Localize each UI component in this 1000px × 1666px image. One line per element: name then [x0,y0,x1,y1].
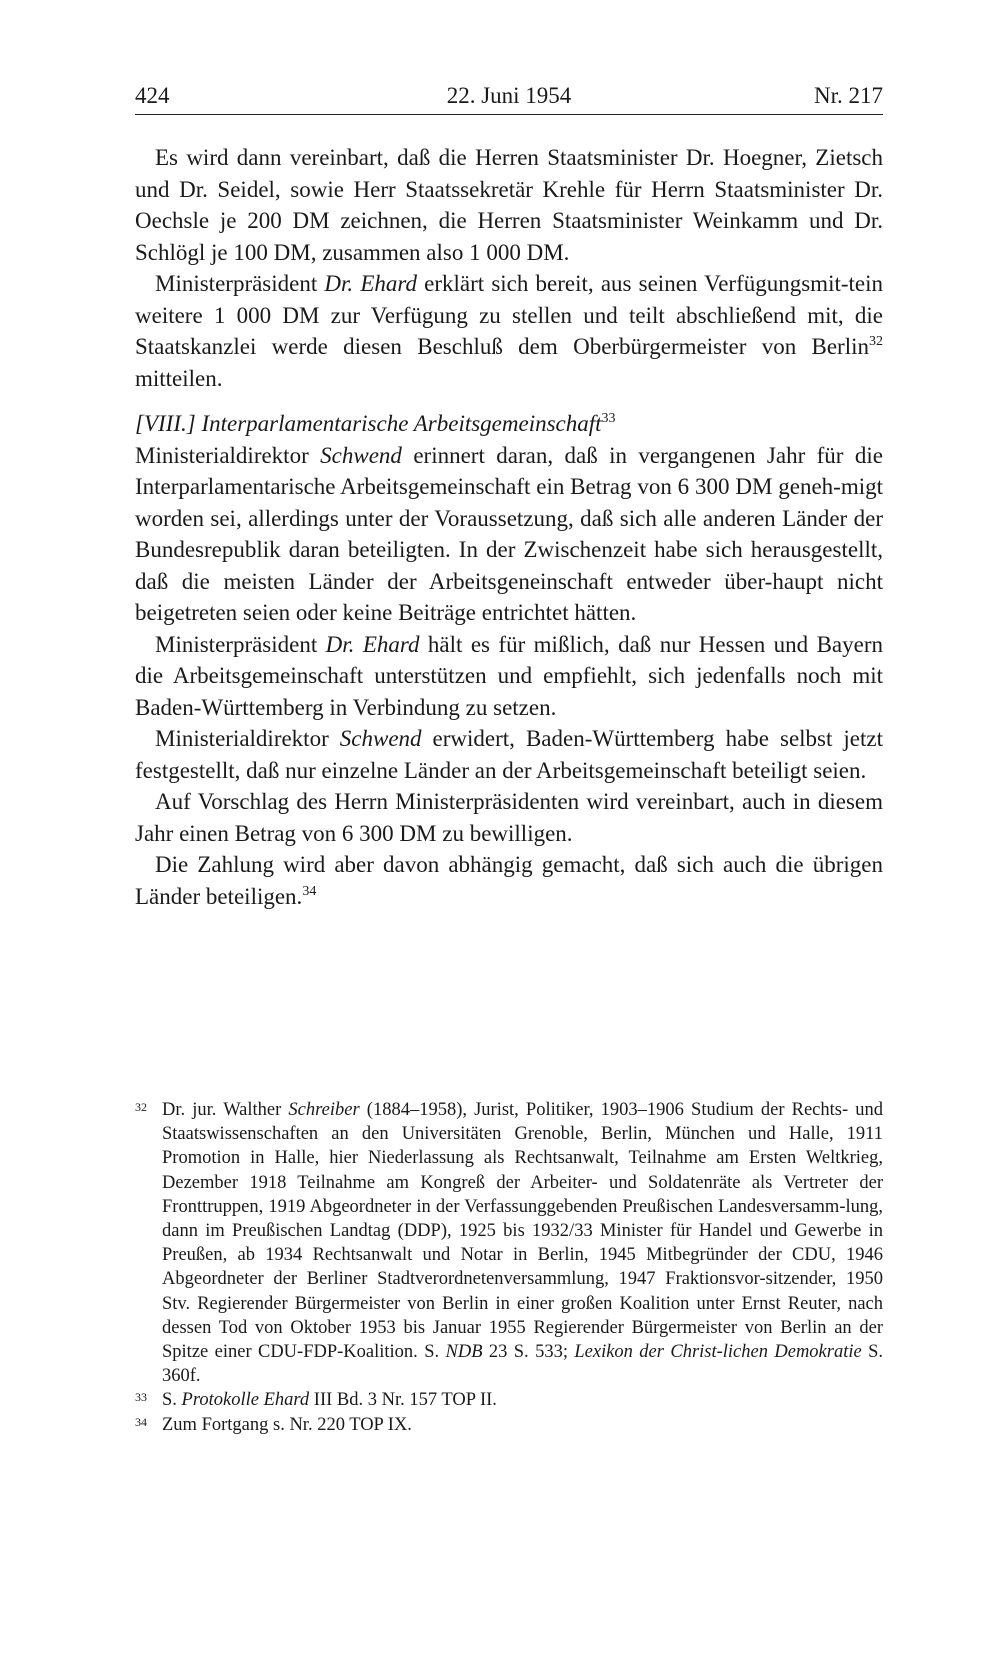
person-name: Dr. Ehard [325,631,420,657]
section-number: [VIII.] [135,411,196,436]
reference-title: Protokolle Ehard [181,1390,310,1411]
paragraph-6: Auf Vorschlag des Herrn Ministerpräsidenten wird vereinbart, auch in diesem Jahr einen Betrag von 6 300 DM zu bewilligen. [135,789,883,846]
main-text [135,142,883,912]
footnote-number: 34 [135,1414,147,1429]
reference-title: Lexikon der Christ-lichen Demokratie [574,1342,862,1363]
paragraph-7: Die Zahlung wird aber davon abhängig gemacht, daß sich auch die übrigen Länder beteiligen.$^{34}$ [135,852,883,909]
page-number: 424 [135,83,170,108]
person-name: Schwend [339,726,422,751]
footnote-number: 33 [135,1390,147,1405]
person-name: Schwend [320,442,402,468]
paragraph-5: Ministerialdirektor Schwend erwidert, Baden-Württemberg habe selbst jetzt festgestellt, daß nur einzelne Länder an der Arbeitsgemeinschaft beteiligt seien. [135,726,883,783]
footnotes [135,1098,883,1437]
footnote-ref-32[interactable]: 32 [869,334,883,349]
footnote-ref-33[interactable]: 33 [601,411,616,426]
paragraph-3: Ministerialdirektor Schwend erinnert daran, daß in vergangenen Jahr für die Interparlamentarische Arbeitsgemeinschaft ein Betrag von 6 300 DM geneh-migt worden sei, allerdings unter der Voraussetzung, daß sich alle anderen Länder der Bundesrepublik daran beteiligten. In der Zwischenzeit habe sich herausgestellt, daß die meisten Länder der Arbeitsgeneinschaft entweder über-haupt nicht beigetreten seien oder keine Beiträge entrichtet hätten. [135,442,883,625]
paragraph-1: Es wird dann vereinbart, daß die Herren Staatsminister Dr. Hoegner, Zietsch und Dr. Seidel, sowie Herr Staatssekretär Krehle für Herrn Staatsminister Dr. Oechsle je 200 DM zeichnen, die Herren Staatsminister Weinkamm und Dr. Schlögl je 100 DM, zusammen also 1 000 DM. [135,145,883,265]
paragraph-4: Ministerpräsident Dr. Ehard hält es für mißlich, daß nur Hessen und Bayern die Arbeitsgemeinschaft unterstützen und empfiehlt, sich jedenfalls noch mit Baden-Württemberg in Verbindung zu setzen. [135,631,883,720]
footnote-number: 32 [135,1100,147,1114]
paragraph-2: Ministerpräsident Dr. Ehard erklärt sich bereit, aus seinen Verfügungsmit-tein weitere 1 000 DM zur Verfügung zu stellen und teilt abschließend mit, die Staatskanzlei werde diesen Beschluß dem Oberbürgermeister von Berlin$^{32}$ mitteilen. [135,271,884,391]
document-number: Nr. 217 [814,83,883,108]
section-title: Interparlamentarische Arbeitsgemeinschaft [195,411,602,436]
person-name: Schreiber [288,1100,360,1120]
section-heading [135,408,883,440]
running-header [135,82,883,115]
reference-title: NDB [445,1342,483,1363]
footnote-34: 34 Zum Fortgang s. Nr. 220 TOP IX. [135,1413,883,1437]
footnote-33: 33 S. Protokolle Ehard III Bd. 3 Nr. 157 TOP II. [135,1388,883,1412]
header-date: 22. Juni 1954 [446,83,572,108]
person-name: Dr. Ehard [324,271,417,296]
footnote-ref-34[interactable]: 34 [302,883,317,899]
footnote-32: 32 Dr. jur. Walther Schreiber (1884–1958), Jurist, Politiker, 1903–1906 Studium der Rechts- und Staatswissenschaften an den Universitäten Grenoble, Berlin, München und Halle, 1911 Promotion in Halle, hier Niederlassung als Rechtsanwalt, Teilnahme am Ersten Weltkrieg, Dezember 1918 Teilnahme am Kongreß der Arbeiter- und Soldatenräte als Vertreter der Fronttruppen, 1919 Abgeordneter in der Verfassunggebenden Preußischen Landesversamm-lung, dann im Preußischen Landtag (DDP), 1925 bis 1932/33 Minister für Handel und Gewerbe in Preußen, ab 1934 Rechtsanwalt und Notar in Berlin, 1945 Mitbegründer der CDU, 1946 Abgeordneter der Berliner Stadtverordnetenversammlung, 1947 Fraktionsvor-sitzender, 1950 Stv. Regierender Bürgermeister von Berlin in einer großen Koalition unter Ernst Reuter, nach dessen Tod von Oktober 1953 bis Januar 1955 Regierender Bürgermeister von Berlin an der Spitze einer CDU-FDP-Koalition. S. NDB 23 S. 533; Lexikon der Christ-lichen Demokratie S. 360f. [135,1098,883,1388]
